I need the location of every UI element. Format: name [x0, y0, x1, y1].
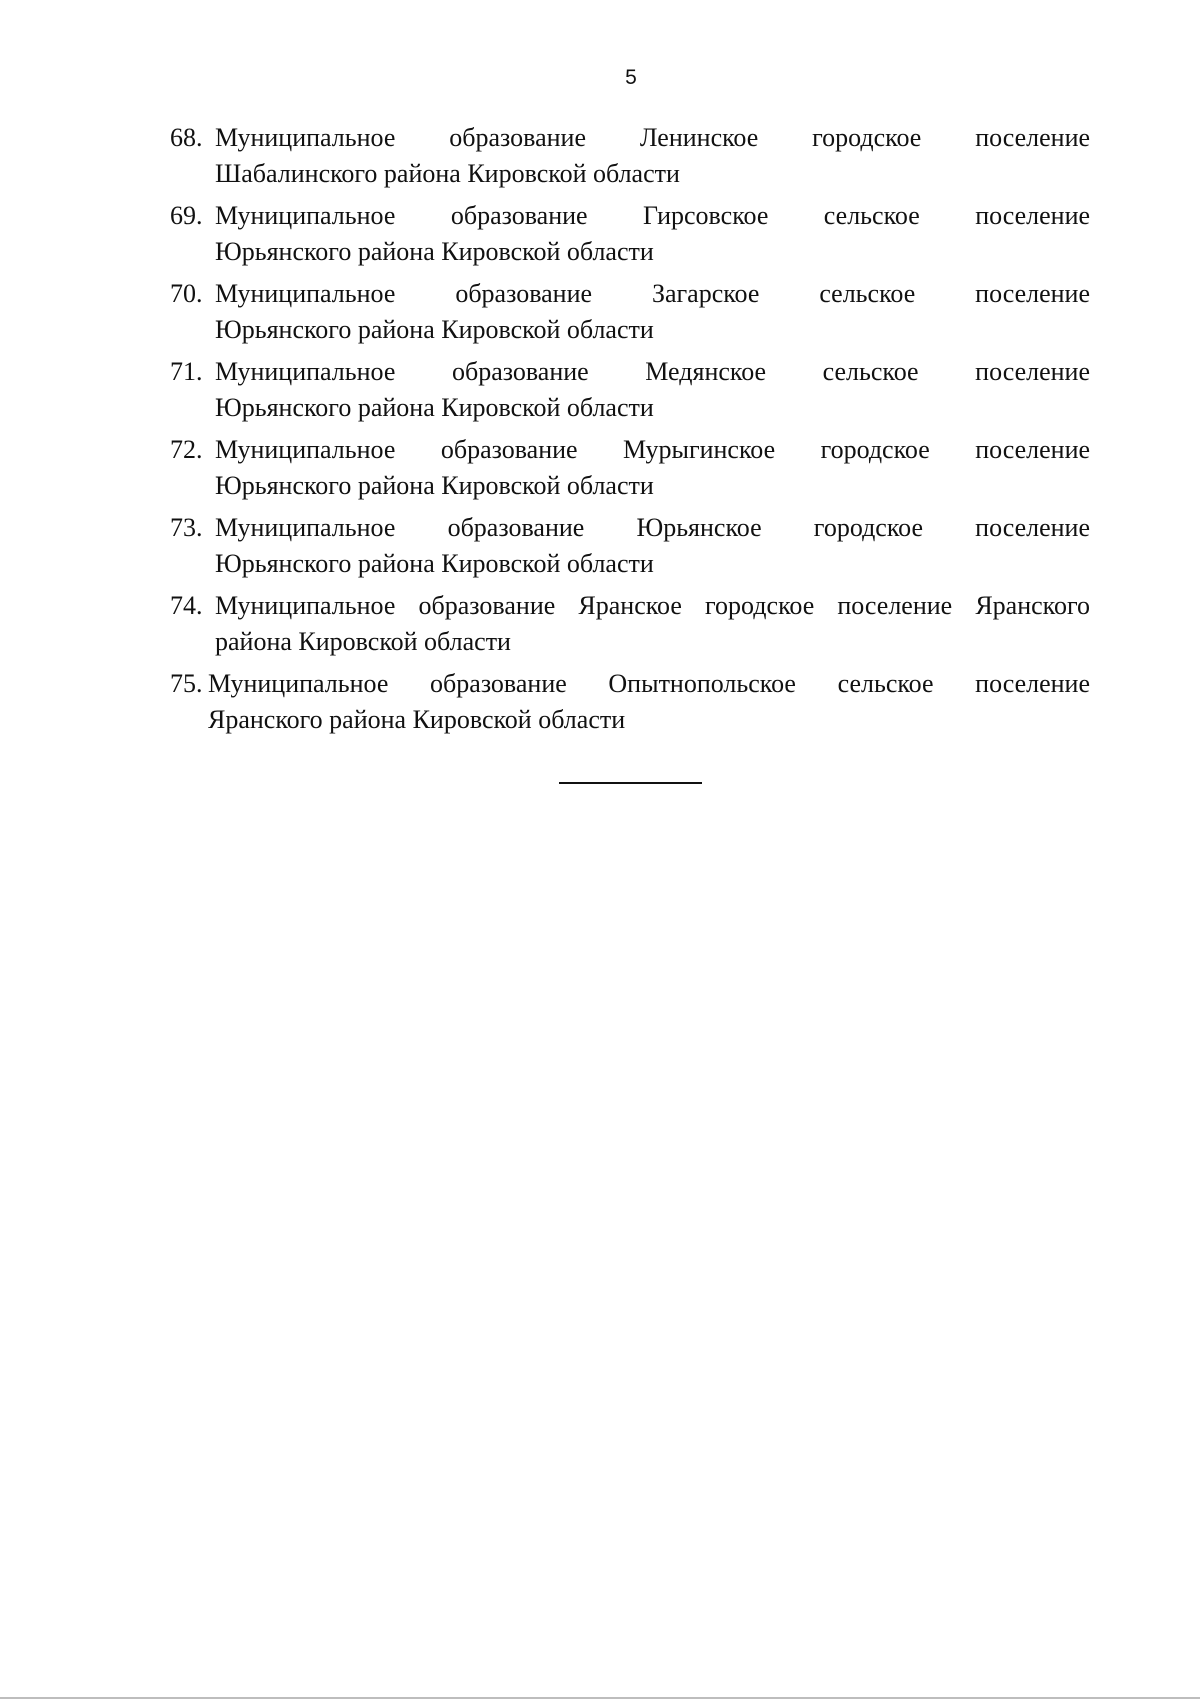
item-text-line-1: Муниципальное образование Яранское городское поселение Яранского [215, 591, 1090, 620]
item-text-line-2: района Кировской области [215, 627, 511, 656]
word: образование [440, 435, 578, 464]
list-item-74 [170, 588, 1090, 660]
item-text-line-1 [215, 198, 1090, 234]
item-text-line-1 [208, 666, 1090, 702]
word: поселение [975, 201, 1091, 230]
item-number: 69. [170, 201, 203, 230]
item-number: 68. [170, 123, 203, 152]
word: Муниципальное [215, 435, 396, 464]
item-text-line-2: Яранского района Кировской области [208, 705, 626, 734]
list-item-69 [170, 198, 1090, 270]
word: Муниципальное [215, 279, 396, 308]
word: Юрьянское [636, 513, 762, 542]
word: поселение [975, 357, 1090, 386]
item-number: 72. [170, 435, 203, 464]
word: образование [447, 513, 585, 542]
word: городское [813, 513, 924, 542]
word: образование [450, 201, 588, 230]
item-text-line-2: Юрьянского района Кировской области [215, 315, 654, 344]
word: сельское [822, 357, 919, 386]
item-text-line-2: Шабалинского района Кировской области [215, 159, 680, 188]
word: городское [820, 435, 930, 464]
word: Ленинское [639, 123, 759, 152]
word: поселение [975, 435, 1091, 464]
word: Муниципальное [215, 513, 396, 542]
word: сельское [823, 201, 920, 230]
word: Муниципальное [208, 669, 389, 698]
word: Муниципальное [215, 201, 396, 230]
word: Загарское [651, 279, 760, 308]
word: сельское [819, 279, 916, 308]
word: образование [449, 123, 586, 152]
item-text-line-1 [215, 354, 1090, 390]
word: Муниципальное [215, 123, 396, 152]
item-number: 74. [170, 591, 203, 620]
word: поселение [975, 513, 1091, 542]
word: поселение [975, 123, 1091, 152]
item-text-line-1 [215, 432, 1090, 468]
word: Опытнопольское [608, 669, 796, 698]
list-item-75 [170, 666, 1090, 738]
item-number: 70. [170, 279, 203, 308]
page-number: 5 [625, 66, 637, 89]
list-item-71 [170, 354, 1090, 426]
item-text-line-2: Юрьянского района Кировской области [215, 471, 654, 500]
item-text-line-2: Юрьянского района Кировской области [215, 549, 654, 578]
item-text-line-1 [215, 276, 1090, 312]
word: поселение [975, 279, 1090, 308]
word: поселение [975, 669, 1091, 698]
word: Медянское [645, 357, 767, 386]
item-text-line-2: Юрьянского района Кировской области [215, 237, 654, 266]
word: образование [455, 279, 593, 308]
word: городское [812, 123, 922, 152]
word: образование [430, 669, 567, 698]
end-of-list-rule [559, 782, 702, 784]
word: Муниципальное [215, 357, 396, 386]
word: Мурыгинское [623, 435, 776, 464]
word: сельское [837, 669, 934, 698]
item-text-line-1 [215, 120, 1090, 156]
item-number: 71. [170, 357, 203, 386]
list-item-72 [170, 432, 1090, 504]
item-text-line-1 [215, 510, 1090, 546]
word: образование [451, 357, 589, 386]
list-item-70 [170, 276, 1090, 348]
word: Гирсовское [643, 201, 769, 230]
list-item-73 [170, 510, 1090, 582]
item-number: 73. [170, 513, 203, 542]
list-item-68 [170, 120, 1090, 192]
settlement-list [170, 120, 1090, 744]
item-text-line-2: Юрьянского района Кировской области [215, 393, 654, 422]
item-number: 75. [170, 669, 203, 698]
